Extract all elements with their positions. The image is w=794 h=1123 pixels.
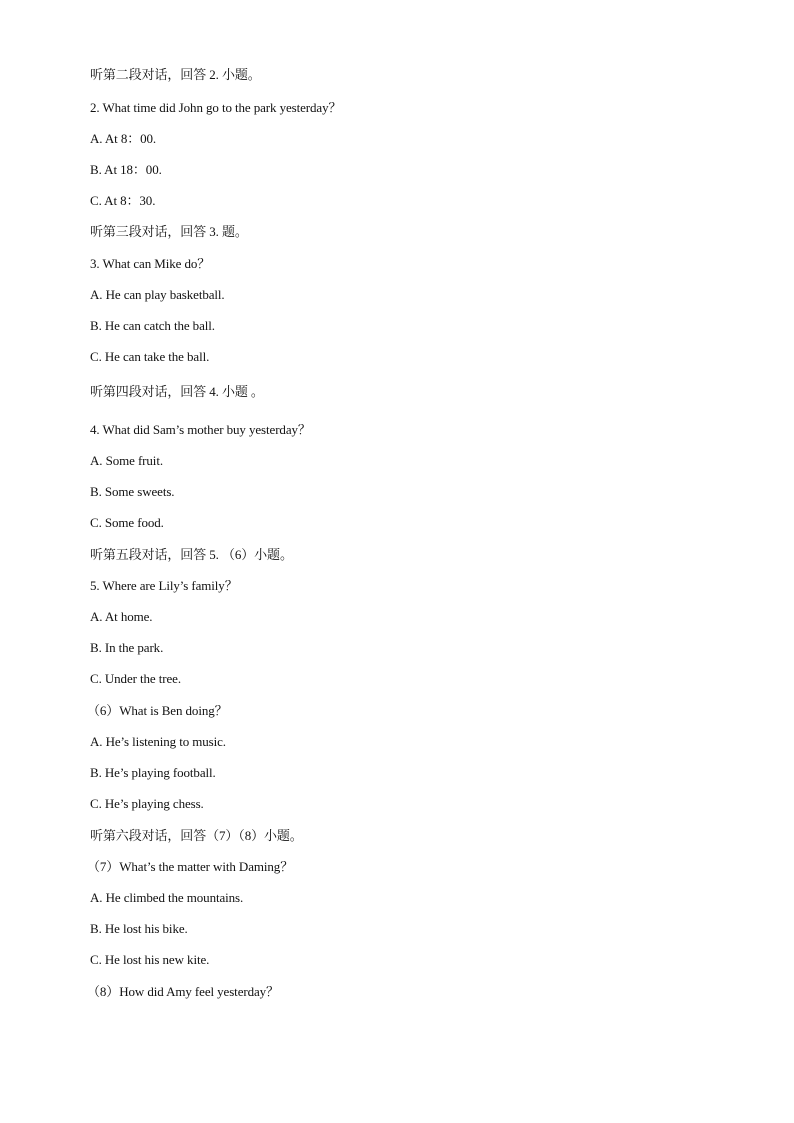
option-5c: C. Under the tree. <box>90 671 181 686</box>
option-6a: A. He’s listening to music. <box>90 734 226 749</box>
option-5b: B. In the park. <box>90 640 164 655</box>
section-heading-3: 听第三段对话，回答 3. 题。 <box>90 224 248 239</box>
question-5: 5. Where are Lily’s family？ <box>90 578 238 593</box>
section-heading-4: 听第四段对话，回答 4. 小题 。 <box>90 384 264 399</box>
option-2b: B. At 18：00. <box>90 162 162 177</box>
section-heading-5: 听第五段对话，回答 5. （6）小题。 <box>90 547 293 562</box>
option-2a: A. At 8：00. <box>90 131 157 146</box>
option-7b: B. He lost his bike. <box>90 921 188 936</box>
option-3c: C. He can take the ball. <box>90 349 210 364</box>
option-6b: B. He’s playing football. <box>90 765 216 780</box>
section-heading-2: 听第二段对话，回答 2. 小题。 <box>90 67 261 82</box>
question-8: （8）How did Amy feel yesterday？ <box>87 984 279 999</box>
option-7a: A. He climbed the mountains. <box>90 890 244 905</box>
option-3a: A. He can play basketball. <box>90 287 225 302</box>
question-3: 3. What can Mike do？ <box>90 256 211 271</box>
option-6c: C. He’s playing chess. <box>90 796 204 811</box>
section-heading-6: 听第六段对话，回答（7）（8）小题。 <box>90 828 303 843</box>
question-7: （7）What’s the matter with Daming？ <box>87 859 294 874</box>
option-4c: C. Some food. <box>90 515 164 530</box>
option-4a: A. Some fruit. <box>90 453 163 468</box>
option-2c: C. At 8：30. <box>90 193 156 208</box>
option-5a: A. At home. <box>90 609 153 624</box>
option-3b: B. He can catch the ball. <box>90 318 215 333</box>
question-2: 2. What time did John go to the park yesterday？ <box>90 100 342 115</box>
option-4b: B. Some sweets. <box>90 484 175 499</box>
question-4: 4. What did Sam’s mother buy yesterday？ <box>90 422 311 437</box>
question-6: （6）What is Ben doing？ <box>87 703 228 718</box>
option-7c: C. He lost his new kite. <box>90 952 210 967</box>
